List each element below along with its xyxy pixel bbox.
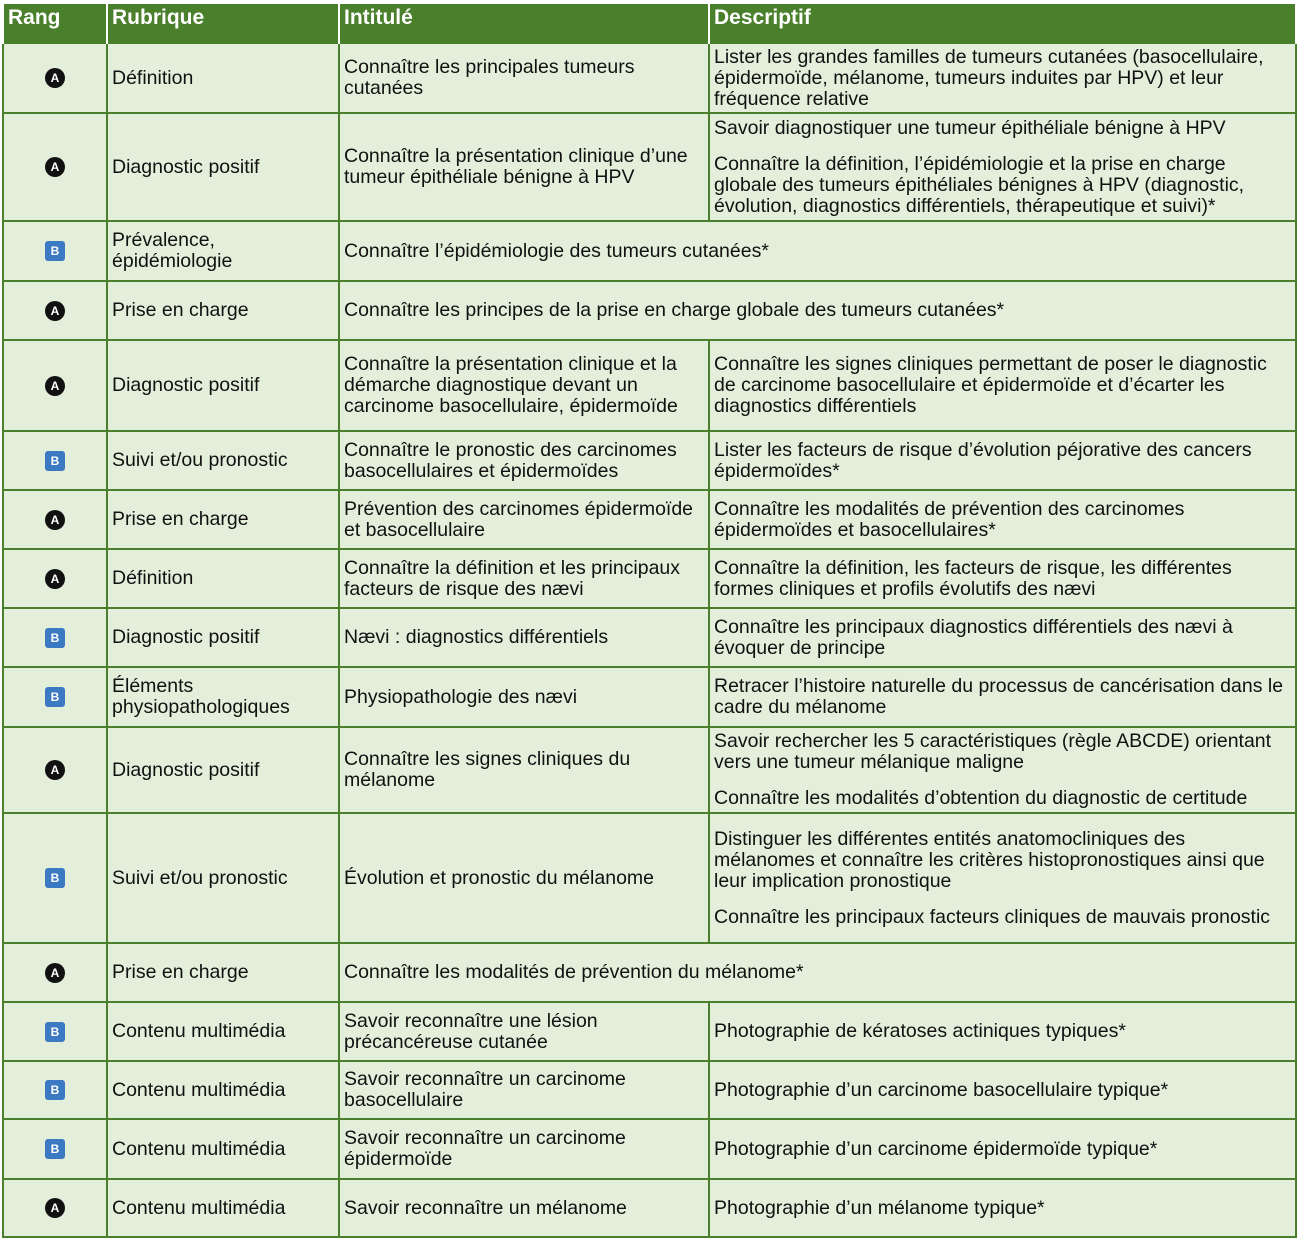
descriptif-paragraph: Photographie d’un carcinome épidermoïde typique*	[714, 1137, 1158, 1160]
descriptif-cell	[709, 340, 1296, 431]
rang-a-badge-icon: A	[45, 301, 65, 321]
descriptif-cell	[709, 1002, 1296, 1061]
intitule-cell: Connaître la présentation clinique et la démarche diagnostique devant un carcinome basocellulaire, épidermoïde	[339, 340, 709, 431]
table-row	[3, 1179, 1296, 1237]
intitule-cell: Savoir reconnaître un mélanome	[339, 1179, 709, 1237]
rubrique-cell: Contenu multimédia	[107, 1179, 339, 1237]
intitule-cell: Physiopathologie des nævi	[339, 667, 709, 727]
table-row	[3, 1002, 1296, 1061]
table-row	[3, 727, 1296, 813]
descriptif-paragraph: Connaître la définition, les facteurs de risque, les différentes formes cliniques et profils évolutifs des nævi	[714, 556, 1232, 600]
rang-cell	[3, 1002, 107, 1061]
rubrique-cell: Définition	[107, 43, 339, 113]
descriptif-cell	[709, 43, 1296, 113]
header-rang: Rang	[3, 4, 107, 43]
rang-cell	[3, 340, 107, 431]
rubrique-cell: Éléments physiopathologiques	[107, 667, 339, 727]
descriptif-cell	[709, 113, 1296, 221]
rang-a-badge-icon: A	[45, 68, 65, 88]
rang-cell	[3, 813, 107, 943]
intitule-cell: Savoir reconnaître un carcinome basocellulaire	[339, 1061, 709, 1119]
descriptif-cell	[709, 1179, 1296, 1237]
rubrique-cell: Prévalence, épidémiologie	[107, 221, 339, 281]
table-row	[3, 340, 1296, 431]
rang-cell	[3, 281, 107, 340]
header-descriptif: Descriptif	[709, 4, 1296, 43]
intitule-cell: Connaître les principales tumeurs cutanées	[339, 43, 709, 113]
rang-b-badge-icon: B	[45, 1080, 65, 1100]
header-intitule: Intitulé	[339, 4, 709, 43]
descriptif-cell	[709, 1061, 1296, 1119]
rang-a-badge-icon: A	[45, 569, 65, 589]
descriptif-cell	[709, 667, 1296, 727]
rang-b-badge-icon: B	[45, 687, 65, 707]
rang-cell	[3, 221, 107, 281]
header-rubrique: Rubrique	[107, 4, 339, 43]
rubrique-cell: Prise en charge	[107, 281, 339, 340]
intitule-cell: Connaître la présentation clinique d’une tumeur épithéliale bénigne à HPV	[339, 113, 709, 221]
rang-a-badge-icon: A	[45, 376, 65, 396]
rang-b-badge-icon: B	[45, 241, 65, 261]
descriptif-paragraph: Savoir diagnostiquer une tumeur épithéliale bénigne à HPV	[714, 116, 1226, 139]
rubrique-cell: Suivi et/ou pronostic	[107, 431, 339, 490]
rubrique-cell: Contenu multimédia	[107, 1119, 339, 1179]
rang-cell	[3, 943, 107, 1002]
rang-a-badge-icon: A	[45, 963, 65, 983]
table-row	[3, 1119, 1296, 1179]
table-row	[3, 813, 1296, 943]
intitule-cell: Connaître l’épidémiologie des tumeurs cutanées*	[339, 221, 1296, 281]
rubrique-cell: Prise en charge	[107, 490, 339, 549]
table-row	[3, 43, 1296, 113]
descriptif-cell	[709, 813, 1296, 943]
rubrique-cell: Suivi et/ou pronostic	[107, 813, 339, 943]
descriptif-cell	[709, 549, 1296, 608]
rang-cell	[3, 727, 107, 813]
rang-cell	[3, 43, 107, 113]
rang-a-badge-icon: A	[45, 157, 65, 177]
descriptif-cell	[709, 608, 1296, 667]
rang-b-badge-icon: B	[45, 1022, 65, 1042]
rubrique-cell: Contenu multimédia	[107, 1061, 339, 1119]
descriptif-paragraph: Connaître les modalités d’obtention du diagnostic de certitude	[714, 787, 1248, 809]
rang-cell	[3, 1179, 107, 1237]
intitule-cell: Savoir reconnaître une lésion précancéreuse cutanée	[339, 1002, 709, 1061]
descriptif-cell	[709, 727, 1296, 813]
table-header-row	[3, 4, 1296, 43]
rubrique-cell: Diagnostic positif	[107, 340, 339, 431]
rang-b-badge-icon: B	[45, 1139, 65, 1159]
rang-cell	[3, 1061, 107, 1119]
intitule-cell: Connaître le pronostic des carcinomes basocellulaires et épidermoïdes	[339, 431, 709, 490]
descriptif-paragraph: Savoir rechercher les 5 caractéristiques (règle ABCDE) orientant vers une tumeur mélanique maligne	[714, 730, 1272, 773]
descriptif-paragraph: Connaître les modalités de prévention des carcinomes épidermoïdes et basocellulaires*	[714, 497, 1185, 541]
rang-a-badge-icon: A	[45, 510, 65, 530]
descriptif-paragraph: Distinguer les différentes entités anatomocliniques des mélanomes et connaître les critères histopronostiques ainsi que leur implication pronostique	[714, 827, 1265, 892]
intitule-cell: Connaître la définition et les principaux facteurs de risque des nævi	[339, 549, 709, 608]
table-row	[3, 1061, 1296, 1119]
intitule-cell: Connaître les signes cliniques du mélanome	[339, 727, 709, 813]
rubrique-cell: Diagnostic positif	[107, 608, 339, 667]
descriptif-cell	[709, 1119, 1296, 1179]
rang-cell	[3, 549, 107, 608]
rang-cell	[3, 608, 107, 667]
rubrique-cell: Définition	[107, 549, 339, 608]
descriptif-cell	[709, 431, 1296, 490]
table-row	[3, 113, 1296, 221]
descriptif-paragraph: Lister les facteurs de risque d’évolution péjorative des cancers épidermoïdes*	[714, 438, 1252, 482]
rubrique-cell: Diagnostic positif	[107, 113, 339, 221]
rang-b-badge-icon: B	[45, 868, 65, 888]
descriptif-paragraph: Lister les grandes familles de tumeurs cutanées (basocellulaire, épidermoïde, mélanome, tumeurs induites par HPV) et leur fréquence relative	[714, 45, 1264, 110]
table-row	[3, 943, 1296, 1002]
table-row	[3, 667, 1296, 727]
descriptif-paragraph: Connaître les principaux facteurs cliniques de mauvais pronostic	[714, 905, 1271, 928]
rubrique-cell: Contenu multimédia	[107, 1002, 339, 1061]
rubrique-cell: Diagnostic positif	[107, 727, 339, 813]
intitule-cell: Connaître les principes de la prise en charge globale des tumeurs cutanées*	[339, 281, 1296, 340]
descriptif-paragraph: Connaître la définition, l’épidémiologie et la prise en charge globale des tumeurs épithéliales bénignes à HPV (diagnostic, évolution, diagnostics différentiels, thérapeutique et suivi)*	[714, 152, 1245, 217]
intitule-cell: Nævi : diagnostics différentiels	[339, 608, 709, 667]
descriptif-paragraph: Photographie d’un carcinome basocellulaire typique*	[714, 1078, 1169, 1101]
rubrique-cell: Prise en charge	[107, 943, 339, 1002]
intitule-cell: Évolution et pronostic du mélanome	[339, 813, 709, 943]
descriptif-paragraph: Retracer l’histoire naturelle du processus de cancérisation dans le cadre du mélanome	[714, 675, 1284, 718]
rang-a-badge-icon: A	[45, 1198, 65, 1218]
rang-cell	[3, 667, 107, 727]
table-row	[3, 490, 1296, 549]
rang-b-badge-icon: B	[45, 451, 65, 471]
rang-cell	[3, 1119, 107, 1179]
table-row	[3, 281, 1296, 340]
rang-cell	[3, 490, 107, 549]
intitule-cell: Connaître les modalités de prévention du mélanome*	[339, 943, 1296, 1002]
descriptif-paragraph: Connaître les signes cliniques permettant de poser le diagnostic de carcinome basocellulaire et épidermoïde et d’écarter les diagnostics différentiels	[714, 353, 1267, 417]
intitule-cell: Savoir reconnaître un carcinome épidermoïde	[339, 1119, 709, 1179]
table-row	[3, 221, 1296, 281]
rang-a-badge-icon: A	[45, 760, 65, 780]
descriptif-paragraph: Photographie de kératoses actiniques typiques*	[714, 1020, 1126, 1042]
rang-b-badge-icon: B	[45, 628, 65, 648]
table-row	[3, 549, 1296, 608]
table-row	[3, 431, 1296, 490]
rang-cell	[3, 431, 107, 490]
descriptif-cell	[709, 490, 1296, 549]
descriptif-paragraph: Photographie d’un mélanome typique*	[714, 1196, 1045, 1219]
intitule-cell: Prévention des carcinomes épidermoïde et basocellulaire	[339, 490, 709, 549]
objectives-table	[2, 4, 1297, 1238]
table-row	[3, 608, 1296, 667]
rang-cell	[3, 113, 107, 221]
descriptif-paragraph: Connaître les principaux diagnostics différentiels des nævi à évoquer de principe	[714, 615, 1233, 659]
